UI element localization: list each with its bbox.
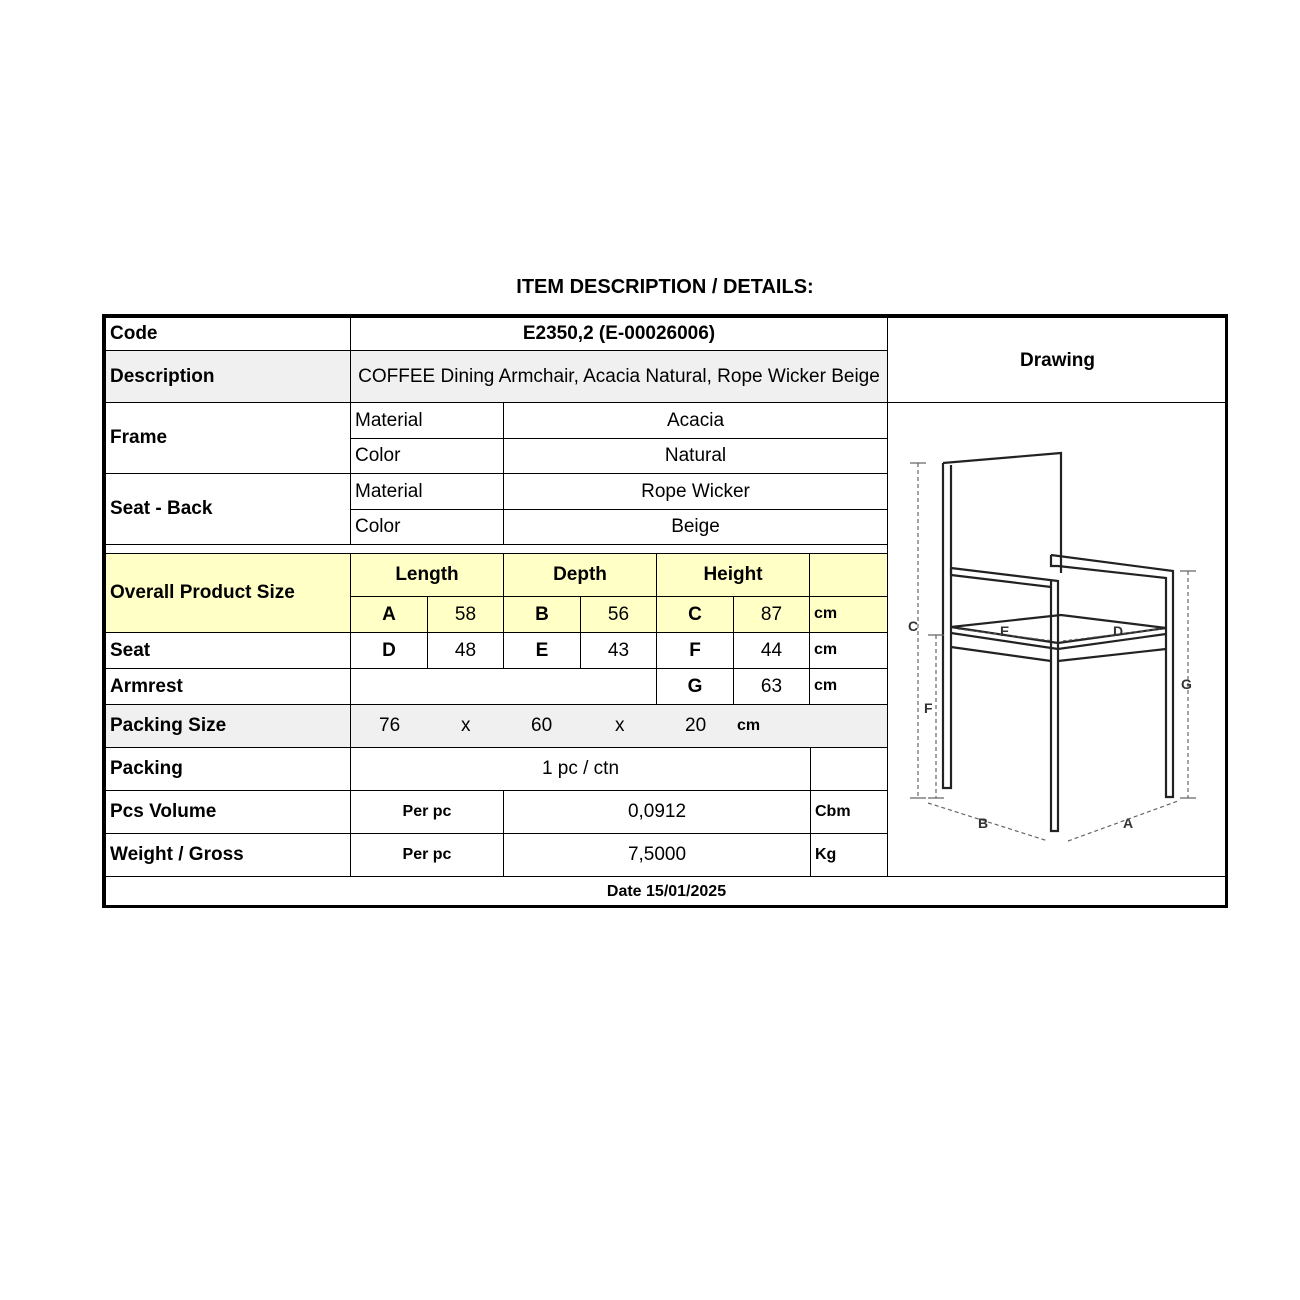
packing-x-2: x: [615, 715, 625, 737]
seat-back-material-label: Material: [350, 473, 504, 510]
seat-label: Seat: [105, 632, 351, 669]
seat-back-color-value: Beige: [503, 509, 888, 545]
page-title: ITEM DESCRIPTION / DETAILS:: [516, 276, 814, 298]
dim-c-value: 87: [733, 596, 810, 633]
dim-c-letter: C: [656, 596, 734, 633]
packing-size-values: [350, 704, 888, 748]
pcs-volume-per: Per pc: [350, 790, 504, 834]
armrest-label: Armrest: [105, 668, 351, 705]
packing-length: 76: [379, 715, 401, 737]
seat-unit: cm: [809, 632, 888, 669]
drawing-cell: [887, 402, 1228, 877]
packing-size-unit: cm: [737, 716, 761, 734]
drawing-letter-e: E: [1000, 623, 1010, 639]
pcs-volume-label: Pcs Volume: [105, 790, 351, 834]
dim-f-letter: F: [656, 632, 734, 669]
unit-header: [809, 553, 888, 597]
chair-drawing-image: [888, 403, 1227, 876]
seat-back-label: Seat - Back: [105, 473, 351, 545]
drawing-letter-d: D: [1113, 623, 1124, 639]
weight-label: Weight / Gross: [105, 833, 351, 877]
drawing-letter-g: G: [1181, 676, 1192, 692]
frame-color-value: Natural: [503, 438, 888, 474]
dim-d-value: 48: [427, 632, 504, 669]
pcs-volume-unit: Cbm: [810, 790, 888, 834]
packing-x-1: x: [461, 715, 471, 737]
weight-unit: Kg: [810, 833, 888, 877]
date-footer: Date 15/01/2025: [105, 876, 1228, 908]
code-value: E2350,2 (E-00026006): [350, 317, 888, 351]
packing-label: Packing: [105, 747, 351, 791]
seat-back-material-value: Rope Wicker: [503, 473, 888, 510]
dim-f-value: 44: [733, 632, 810, 669]
drawing-header: Drawing: [887, 317, 1228, 403]
frame-label: Frame: [105, 402, 351, 474]
dim-b-value: 56: [580, 596, 657, 633]
dim-g-value: 63: [733, 668, 810, 705]
dim-a-letter: A: [350, 596, 428, 633]
frame-material-label: Material: [350, 402, 504, 439]
pcs-volume-value: 0,0912: [503, 790, 811, 834]
packing-unit-empty: [810, 747, 888, 791]
dim-b-letter: B: [503, 596, 581, 633]
description-value: COFFEE Dining Armchair, Acacia Natural, Rope Wicker Beige: [350, 350, 888, 403]
drawing-letter-a: A: [1123, 815, 1134, 831]
drawing-letter-f: F: [924, 700, 933, 716]
armrest-empty: [350, 668, 657, 705]
drawing-letter-b: B: [978, 815, 989, 831]
length-header: Length: [350, 553, 504, 597]
drawing-letter-c: C: [908, 618, 919, 634]
dim-d-letter: D: [350, 632, 428, 669]
frame-material-value: Acacia: [503, 402, 888, 439]
dim-e-value: 43: [580, 632, 657, 669]
dim-e-letter: E: [503, 632, 581, 669]
overall-size-label: Overall Product Size: [105, 553, 351, 633]
overall-unit: cm: [809, 596, 888, 633]
packing-width: 60: [531, 715, 553, 737]
armrest-unit: cm: [809, 668, 888, 705]
packing-value: 1 pc / ctn: [350, 747, 811, 791]
weight-per: Per pc: [350, 833, 504, 877]
description-label: Description: [105, 350, 351, 403]
dim-a-value: 58: [427, 596, 504, 633]
packing-size-label: Packing Size: [105, 704, 351, 748]
dim-g-letter: G: [656, 668, 734, 705]
weight-value: 7,5000: [503, 833, 811, 877]
depth-header: Depth: [503, 553, 657, 597]
seat-back-color-label: Color: [350, 509, 504, 545]
frame-color-label: Color: [350, 438, 504, 474]
packing-height: 20: [685, 715, 707, 737]
details-sheet: [102, 314, 1228, 908]
code-label: Code: [105, 317, 351, 351]
height-header: Height: [656, 553, 810, 597]
